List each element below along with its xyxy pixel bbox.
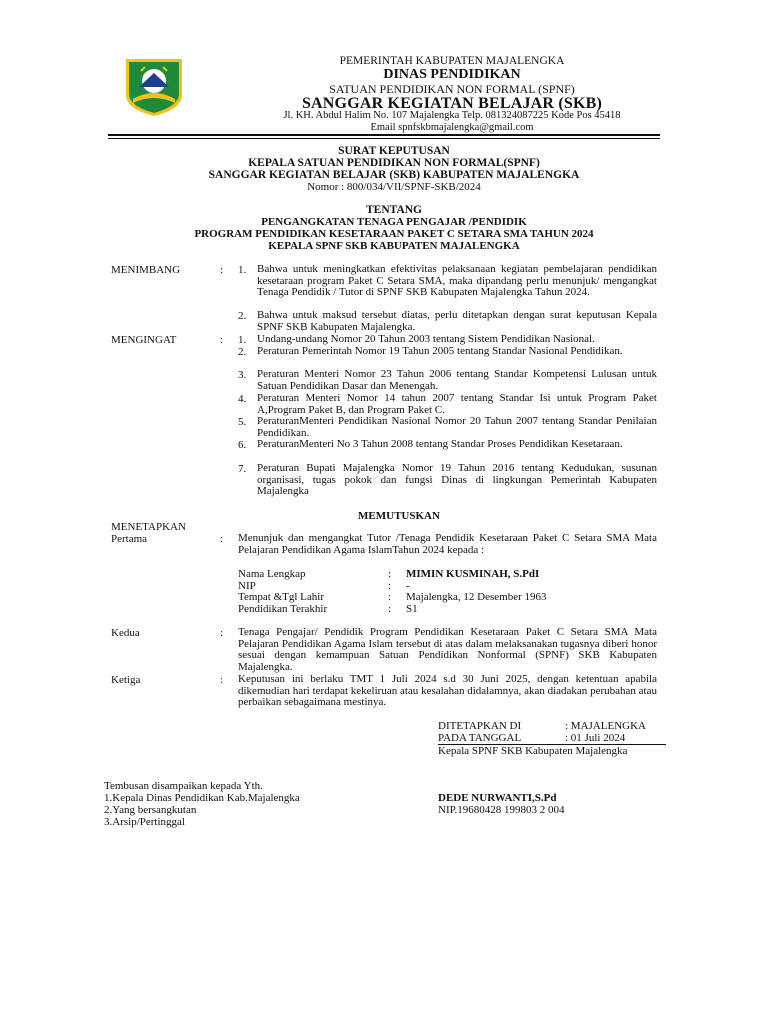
mengingat-item-5: PeraturanMenteri Pendidikan Nasional Nomor 20 Tahun 2007 tentang Standar Penilaian Pendidikan. [257,415,657,439]
pertama-text: Menunjuk dan mengangkat Tutor /Tenaga Pendidik Kesetaraan Paket C Setara SMA Mata Pelajaran Pendidikan Agama IslamTahun 2024 kepada : [238,532,657,556]
person-birth-label: Tempat &Tgl Lahir [238,591,324,603]
mengingat-num-3: 3. [238,369,247,381]
signatory-nip: NIP.19680428 199803 2 004 [438,804,565,816]
letterhead-rule-thin [108,138,660,139]
kedua-label: Kedua [111,627,140,639]
tembusan-item-3: 3.Arsip/Pertinggal [104,816,185,828]
signature-position: Kepala SPNF SKB Kabupaten Majalengka [438,745,628,757]
person-name-value: MIMIN KUSMINAH, S.PdI [406,568,540,580]
letterhead-address: Jl. KH. Abdul Halim No. 107 Majalengka Telp. 081324087225 Kode Pos 45418 [283,110,621,121]
menimbang-num-2: 2. [238,310,247,322]
mengingat-num-2: 2. [238,346,247,358]
ketiga-text: Keputusan ini berlaku TMT 1 Juli 2024 s.d 30 Juni 2025, dengan ketentuan apabila dikemudian hari terdapat kekeliruan atau kesalahan didalamnya, akan diadakan perubahan atau perbaikan sebagaimana mestinya. [238,673,657,709]
mengingat-num-5: 5. [238,416,247,428]
mengingat-num-4: 4. [238,393,247,405]
pertama-colon: : [220,533,224,545]
menimbang-colon: : [220,264,224,276]
memutuskan-heading: MEMUTUSKAN [358,510,440,522]
kedua-text: Tenaga Pengajar/ Pendidik Program Pendidikan Kesetaraan Paket C Setara SMA Mata Pelajaran Pendidikan Agama Islam tersebut di atas dalam melaksanakan tugasnya diberi honor sesuai dengan kemampuan Satuan Pendidikan Nonformal (SPNF) SKB Kabupaten Majalengka. [238,626,657,673]
person-nip-colon: : [388,580,392,592]
ditetapkan-label: DITETAPKAN DI [438,720,522,732]
title-tentang-line1: PENGANGKATAN TENAGA PENGAJAR /PENDIDIK [261,216,527,228]
ketiga-label: Ketiga [111,674,141,686]
ditetapkan-value: : MAJALENGKA [565,720,646,732]
letterhead-email: Email spnfskbmajalengka@gmail.com [370,122,534,133]
person-nip-label: NIP [238,580,256,592]
person-education-colon: : [388,603,392,615]
mengingat-item-2: Peraturan Pemerintah Nomor 19 Tahun 2005 tentang Standar Nasional Pendidikan. [257,345,623,357]
mengingat-num-1: 1. [238,334,247,346]
title-tentang: TENTANG [365,204,423,216]
tembusan-item-1: 1.Kepala Dinas Pendidikan Kab.Majalengka [104,792,300,804]
mengingat-item-3: Peraturan Menteri Nomor 23 Tahun 2006 tentang Standar Kompetensi Lulusan untuk Satuan Pendidikan Dasar dan Menengah. [257,368,657,392]
person-birth-value: Majalengka, 12 Desember 1963 [406,591,547,603]
tanggal-label: PADA TANGGAL [438,732,522,744]
menimbang-label: MENIMBANG [111,264,181,276]
title-line2: KEPALA SATUAN PENDIDIKAN NON FORMAL(SPNF) [248,157,540,169]
tembusan-heading: Tembusan disampaikan kepada Yth. [104,780,263,792]
mengingat-num-6: 6. [238,439,247,451]
letterhead-rule-thick [108,134,660,136]
person-nip-value: - [406,580,410,592]
title-tentang-line2: PROGRAM PENDIDIKAN KESETARAAN PAKET C SETARA SMA TAHUN 2024 [194,228,594,240]
menimbang-num-1: 1. [238,264,247,276]
title-surat-keputusan: SURAT KEPUTUSAN [338,145,450,157]
tanggal-value: : 01 Juli 2024 [565,732,626,744]
pertama-label: Pertama [111,533,148,545]
letterhead-line1: PEMERINTAH KABUPATEN MAJALENGKA [339,55,565,67]
ketiga-colon: : [220,674,224,686]
letterhead-line3: SATUAN PENDIDIKAN NON FORMAL (SPNF) [329,82,575,96]
menimbang-item-1: Bahwa untuk meningkatkan efektivitas pelaksanaan kegiatan pembelajaran pendidikan kesetaraan program Paket C Setara SMA, maka dipandang perlu menunjuk/ mengangkat Tenaga Pendidik / Tutor di SPNF SKB Kabupaten Majalengka Tahun 2024. [257,263,657,299]
menetapkan-label: MENETAPKAN [111,521,186,533]
title-line3: SANGGAR KEGIATAN BELAJAR (SKB) KABUPATEN MAJALENGKA [208,169,580,181]
mengingat-label: MENGINGAT [111,334,177,346]
person-name-label: Nama Lengkap [238,568,306,580]
mengingat-item-1: Undang-undang Nomor 20 Tahun 2003 tentang Sistem Pendidikan Nasional. [257,333,595,345]
title-nomor: Nomor : 800/034/VII/SPNF-SKB/2024 [307,181,481,193]
person-birth-colon: : [388,591,392,603]
mengingat-colon: : [220,334,224,346]
letterhead-line4: SANGGAR KEGIATAN BELAJAR (SKB) [301,95,603,112]
mengingat-item-6: PeraturanMenteri No 3 Tahun 2008 tentang Standar Proses Pendidikan Kesetaraan. [257,438,623,450]
title-tentang-line3: KEPALA SPNF SKB KABUPATEN MAJALENGKA [268,240,520,252]
tembusan-item-2: 2.Yang bersangkutan [104,804,197,816]
mengingat-item-7: Peraturan Bupati Majalengka Nomor 19 Tahun 2016 tentang Kedudukan, susunan organisasi, tugas pokok dan fungsi Dinas di lingkungan Pemerintah Kabupaten Majalengka [257,462,657,498]
letterhead-line2: DINAS PENDIDIKAN [383,67,521,82]
mengingat-item-4: Peraturan Menteri Nomor 14 tahun 2007 tentang Standar Isi untuk Program Paket A,Program Paket B, dan Program Paket C. [257,392,657,416]
signatory-name: DEDE NURWANTI,S.Pd [438,792,557,804]
kedua-colon: : [220,627,224,639]
person-education-label: Pendidikan Terakhir [238,603,328,615]
menimbang-item-2: Bahwa untuk maksud tersebut diatas, perlu ditetapkan dengan surat keputusan Kepala SPNF SKB Kabupaten Majalengka. [257,309,657,333]
person-name-colon: : [388,568,392,580]
mengingat-num-7: 7. [238,463,247,475]
person-education-value: S1 [406,603,418,615]
